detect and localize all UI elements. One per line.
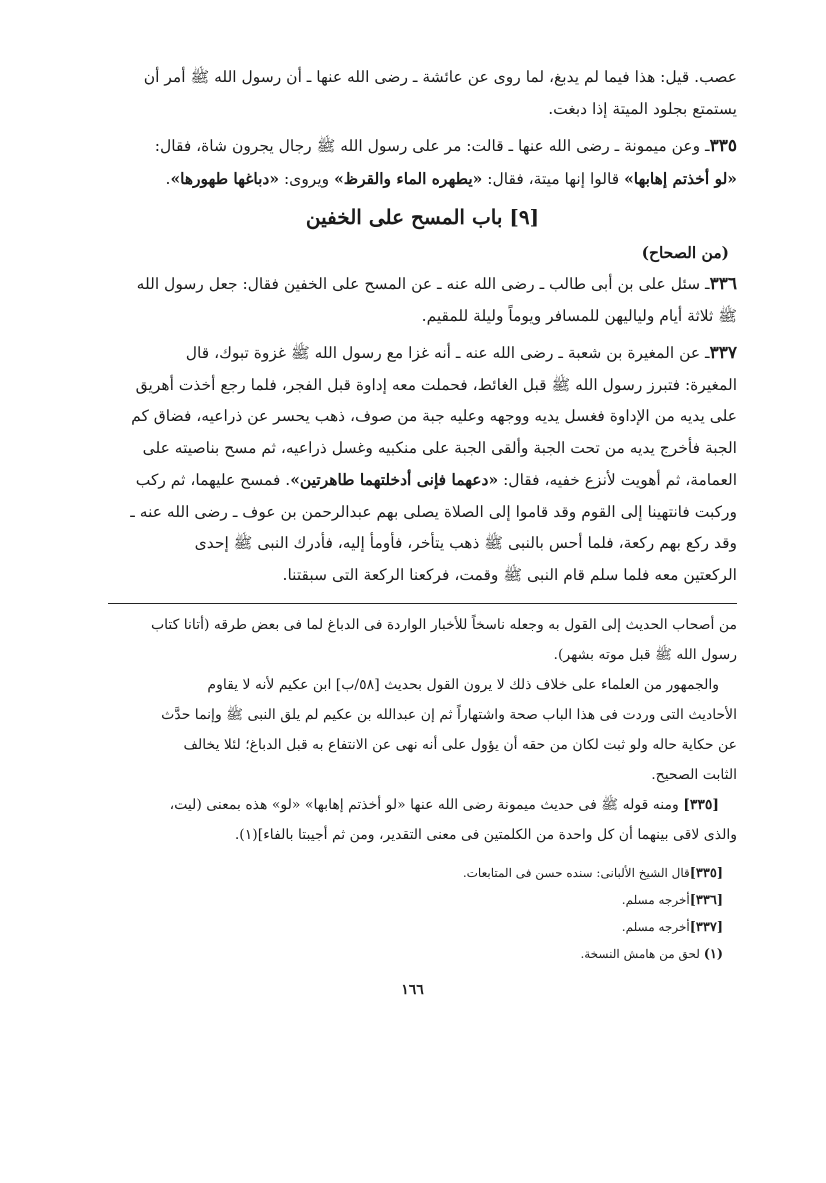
hadith-337-line-5	[108, 464, 737, 497]
hadith-335-text-4: .	[165, 169, 171, 188]
hadith-335-line-1	[108, 131, 737, 163]
footnote	[108, 914, 723, 941]
hadith-337-number: ٣٣٧	[709, 343, 737, 363]
commentary	[108, 610, 737, 850]
hadith-335-line-2	[108, 163, 737, 196]
hadith-335-number: ٣٣٥	[709, 136, 737, 156]
top-line-1: عصب. قيل: هذا فيما لم يدبغ، لما روى عن عائشة ـ رضى الله عنها ـ أن رسول الله ﷺ أمر أن	[143, 68, 737, 86]
hadith-337-line-2: المغيرة: فتبرز رسول الله ﷺ قبل الغائط، فحملت معه إداوة قبل الفجر، فلما رجع أخذت أهريق	[135, 375, 737, 394]
chapter-title: [٩] باب المسح على الخفين	[305, 205, 540, 229]
commentary-p2-line-4: الثابت الصحيح.	[651, 767, 737, 783]
commentary-p3-text-1: ومنه قوله ﷺ فى حديث ميمونة رضى الله عنها «لو أخذتم إهابها» «لو» هذه بمعنى (ليت،	[169, 797, 684, 813]
hadith-337-quote: «دعهما فإنى أدخلتهما طاهرتين»	[290, 470, 499, 489]
footnote-ref: (١)	[703, 947, 723, 962]
commentary-p3-line-2: والذى لاقى بينهما أن كل واحدة من الكلمتين فى معنى التقدير، ومن ثم أجيبتا بالفاء](١).	[234, 827, 737, 843]
footnote-ref: [٣٣٧]	[689, 920, 723, 935]
footnote-ref: [٣٣٦]	[689, 893, 723, 908]
footnote	[108, 941, 723, 968]
hadith-335-quote-3: «دباغها طهورها»	[170, 168, 280, 188]
hadith-337-line-4: الجبة فأخرج يديه من تحت الجبة وألقى الجبة على منكبيه وغسل ذراعيه، ثم مسح بناصيته على	[142, 438, 737, 457]
footnote-text: أخرجه مسلم.	[621, 893, 690, 907]
hadith-335-quote-2: «يطهره الماء والقرظ»	[334, 168, 483, 188]
hadith-337-line-8: الركعتين معه فلما سلم قام النبى ﷺ وقمت، فركعنا الركعة التى سبقتنا.	[282, 565, 737, 584]
hadith-337-text-5a: العمامة، ثم أهويت لأنزع خفيه، فقال:	[498, 471, 737, 489]
hadith-336-line-2: ﷺ ثلاثة أيام ولياليهن للمسافر ويوماً وليلة للمقيم.	[421, 306, 737, 325]
hadith-337-text-1: ـ عن المغيرة بن شعبة ـ رضى الله عنه ـ أنه غزا مع رسول الله ﷺ غزوة تبوك، قال	[185, 344, 710, 362]
hadith-336-number: ٣٣٦	[709, 274, 737, 294]
hadith-335-text-3: ويروى:	[279, 169, 335, 188]
hadith-335-text-1: ـ وعن ميمونة ـ رضى الله عنها ـ قالت: مر على رسول الله ﷺ رجال يجرون شاة، فقال:	[154, 137, 710, 155]
hadith-335	[108, 131, 737, 195]
commentary-p3-line-1	[108, 790, 737, 820]
footnote	[108, 860, 723, 887]
hadith-337-line-7: وقد ركع بهم ركعة، فلما أحس بالنبى ﷺ ذهب يتأخر، فأومأ إليه، فأدرك النبى ﷺ إحدى	[194, 534, 737, 552]
hadith-335-text-2: قالوا إنها ميتة، فقال:	[482, 169, 625, 188]
hadith-335-quote-1: «لو أخذتم إهابها»	[624, 168, 737, 188]
separator-line	[108, 603, 737, 604]
footnote	[108, 887, 723, 914]
footnotes	[108, 860, 723, 968]
hadith-337-text-5b: . فمسح عليهما، ثم ركب	[135, 471, 291, 489]
hadith-337	[108, 338, 737, 591]
hadith-337-line-1	[108, 338, 737, 370]
hadith-337-line-6: وركبت فانتهينا إلى القوم وقد قاموا إلى الصلاة يصلى بهم عبدالرحمن بن عوف ـ رضى الله عنه ـ	[130, 502, 737, 521]
footnote-text: قال الشيخ الألبانى: سنده حسن فى المتابعات.	[462, 866, 690, 880]
chapter-subtitle: (من الصحاح)	[641, 243, 729, 262]
page	[108, 62, 737, 998]
footnote-ref: [٣٣٥]	[689, 866, 723, 881]
page-number: ١٦٦	[401, 982, 424, 998]
commentary-p3-ref: [٣٣٥]	[683, 797, 719, 813]
commentary-p2-line-2: الأحاديث التى وردت فى هذا الباب صحة واشتهاراً ثم إن عبدالله بن عكيم لم يلق النبى ﷺ وإنما حدَّث	[161, 707, 737, 723]
commentary-p2-line-1: والجمهور من العلماء على خلاف ذلك لا يرون القول بحديث [٥٨/ب] ابن عكيم لأنه لا يقاوم	[207, 677, 719, 693]
footnote-text: أخرجه مسلم.	[621, 920, 690, 934]
top-line-2: يستمتع بجلود الميتة إذا دبغت.	[548, 99, 737, 118]
commentary-p2-line-3: عن حكاية حاله ولو ثبت لكان من حقه أن يؤول على أنه نهى عن الانتفاع به قبل الدباغ؛ لئلا يخالف	[183, 737, 737, 753]
hadith-337-line-3: على يديه من الإداوة فغسل يديه ووجهه وعليه جبة من صوف، ذهب يحسر عن ذراعيه، فضاق كم	[131, 407, 737, 425]
hadith-336-text-1: ـ سئل على بن أبى طالب ـ رضى الله عنه ـ عن المسح على الخفين فقال: جعل رسول الله	[136, 275, 710, 293]
commentary-p1-line-2: رسول الله ﷺ قبل موته بشهر).	[553, 647, 737, 663]
footnote-text: لحق من هامش النسخة.	[580, 947, 704, 961]
hadith-336	[108, 269, 737, 332]
commentary-p1-line-1: من أصحاب الحديث إلى القول به وجعله ناسخاً للأخبار الواردة فى الدباغ لما فى بعض طرقه (أتانا كتاب	[150, 617, 737, 633]
hadith-336-line-1	[108, 269, 737, 301]
